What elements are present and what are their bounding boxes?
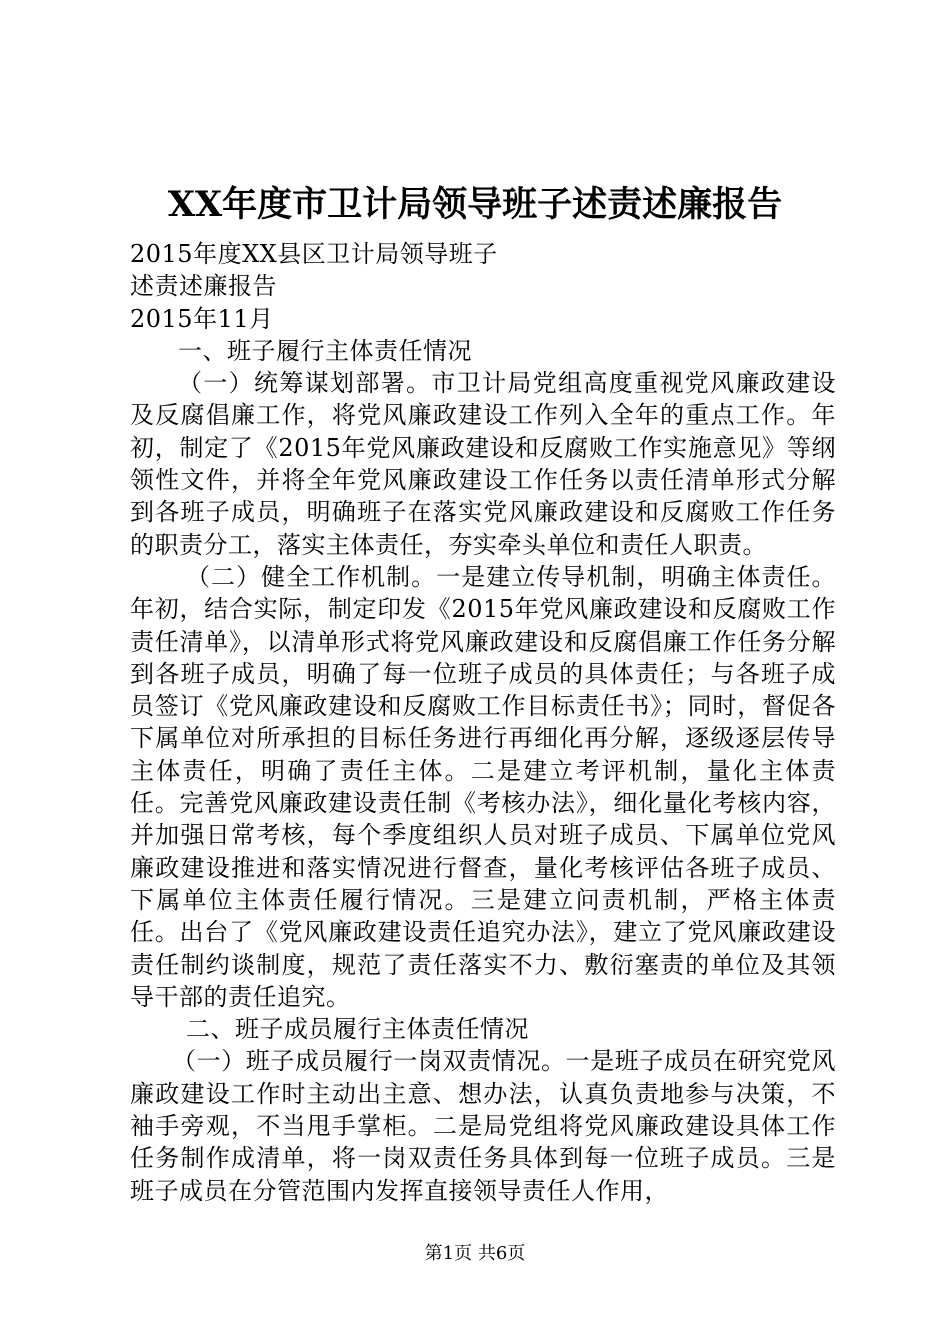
section-2-heading: 二、班子成员履行主体责任情况 <box>186 1015 529 1044</box>
section-1-paragraph-1: （一）统筹谋划部署。市卫计局党组高度重视党风廉政建设及反腐倡廉工作，将党风廉政建设工作列入全年的重点工作。年初，制定了《2015年党风廉政建设和反腐败工作实施意见》等纲领性文件，并将全年党风廉政建设工作任务以责任清单形式分解到各班子成员，明确班子在落实党风廉政建设和反腐败工作任务的职责分工，落实主体责任，夯实牵头单位和责任人职责。 <box>130 369 836 559</box>
document-title: XX年度市卫计局领导班子述责述廉报告 <box>167 184 783 225</box>
section-2-paragraph-1: （一）班子成员履行一岗双责情况。一是班子成员在研究党风廉政建设工作时主动出主意、想办法，认真负责地参与决策，不袖手旁观，不当甩手掌柜。二是局党组将党风廉政建设具体工作任务制作成清单，将一岗双责任务具体到每一位班子成员。三是班子成员在分管范围内发挥直接领导责任人作用， <box>130 1047 836 1205</box>
section-1-heading: 一、班子履行主体责任情况 <box>178 336 472 365</box>
header-line-1: 2015年度XX县区卫计局领导班子 <box>130 240 498 268</box>
header-line-2: 述责述廉报告 <box>130 272 277 301</box>
section-1-paragraph-2: （二）健全工作机制。一是建立传导机制，明确主体责任。年初，结合实际，制定印发《2015年党风廉政建设和反腐败工作责任清单》，以清单形式将党风廉政建设和反腐倡廉工作任务分解到各班子成员，明确了每一位班子成员的具体责任；与各班子成员签订《党风廉政建设和反腐败工作目标责任书》；同时，督促各下属单位对所承担的目标任务进行再细化再分解，逐级逐层传导主体责任，明确了责任主体。二是建立考评机制，量化主体责任。完善党风廉政建设责任制《考核办法》，细化量化考核内容，并加强日常考核，每个季度组织人员对班子成员、下属单位党风廉政建设推进和落实情况进行督查，量化考核评估各班子成员、下属单位主体责任履行情况。三是建立问责机制，严格主体责任。出台了《党风廉政建设责任追究办法》，建立了党风廉政建设责任制约谈制度，规范了责任落实不力、敷衍塞责的单位及其领导干部的责任追究。 <box>130 562 836 1011</box>
page-footer: 第1页 共6页 <box>424 1243 526 1264</box>
document-body <box>130 238 836 1207</box>
header-line-3: 2015年11月 <box>130 304 274 333</box>
